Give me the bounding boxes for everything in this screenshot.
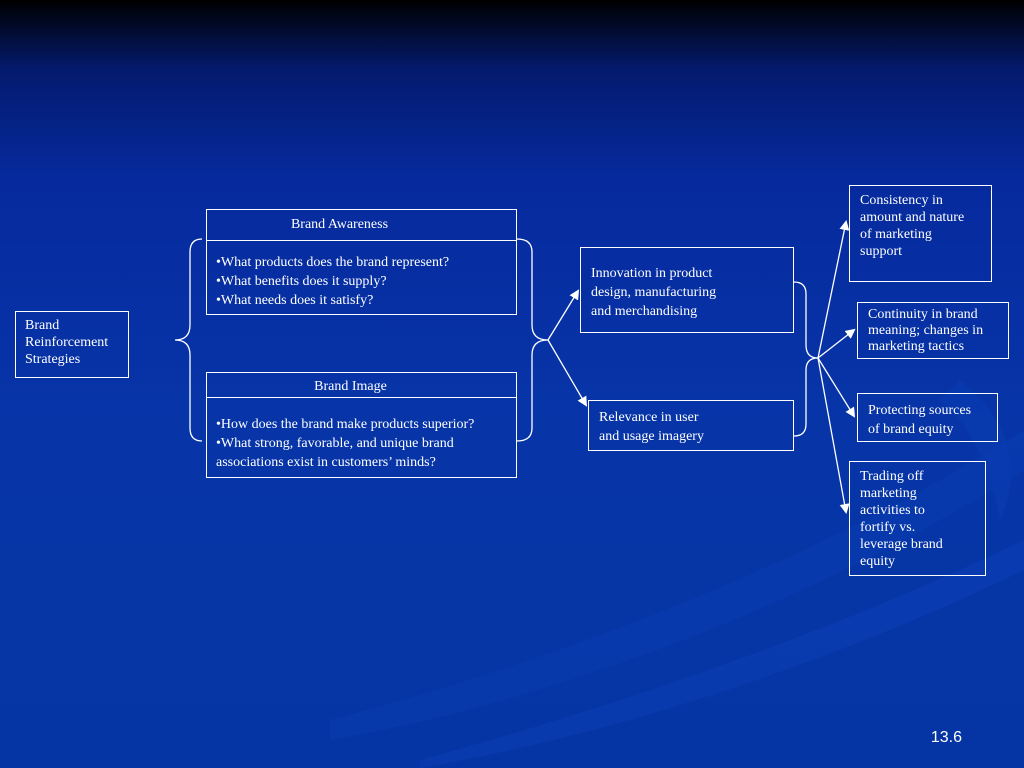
trading-line: fortify vs. bbox=[860, 520, 916, 535]
consistency-line: of marketing bbox=[860, 227, 932, 242]
protecting-line: of brand equity bbox=[868, 422, 954, 437]
brand-awareness-title: Brand Awareness bbox=[290, 217, 389, 232]
brand-awareness-question: •What needs does it satisfy? bbox=[216, 293, 374, 308]
trading-line: activities to bbox=[860, 503, 925, 518]
brand-awareness-question: •What benefits does it supply? bbox=[216, 274, 387, 289]
relevance-line: and usage imagery bbox=[599, 429, 704, 444]
root-label-line: Brand bbox=[25, 318, 60, 333]
arrow-to-innovation bbox=[548, 291, 578, 340]
continuity-line: Continuity in brand bbox=[868, 307, 978, 322]
innovation-line: Innovation in product bbox=[591, 266, 713, 281]
consistency-line: support bbox=[860, 244, 902, 259]
slide-number: 13.6 bbox=[930, 729, 962, 746]
innovation-line: design, manufacturing bbox=[591, 285, 717, 300]
arrow-to-relevance bbox=[548, 340, 586, 405]
brand-image-question: •How does the brand make products superior? bbox=[216, 417, 475, 432]
root-label-line: Strategies bbox=[25, 352, 81, 367]
consistency-line: Consistency in bbox=[860, 193, 943, 208]
right-brace bbox=[517, 239, 548, 441]
brand-awareness-question: •What products does the brand represent? bbox=[216, 255, 450, 270]
root-label-line: Reinforcement bbox=[25, 335, 109, 350]
continuity-line: marketing tactics bbox=[868, 339, 965, 354]
trading-line: marketing bbox=[860, 486, 917, 501]
protecting-line: Protecting sources bbox=[868, 403, 972, 418]
trading-line: Trading off bbox=[860, 469, 924, 484]
arrow-to-consistency bbox=[818, 222, 846, 358]
continuity-line: meaning; changes in bbox=[868, 323, 984, 338]
brand-image-question: •What strong, favorable, and unique brand associations exist in customers’ minds? bbox=[216, 436, 454, 470]
trading-line: equity bbox=[860, 554, 895, 569]
middle-brace bbox=[794, 282, 818, 436]
consistency-line: amount and nature bbox=[860, 210, 965, 225]
brand-image-title: Brand Image bbox=[314, 379, 387, 394]
left-brace bbox=[175, 239, 202, 441]
relevance-line: Relevance in user bbox=[599, 410, 699, 425]
innovation-line: and merchandising bbox=[591, 304, 698, 319]
trading-line: leverage brand bbox=[860, 537, 943, 552]
